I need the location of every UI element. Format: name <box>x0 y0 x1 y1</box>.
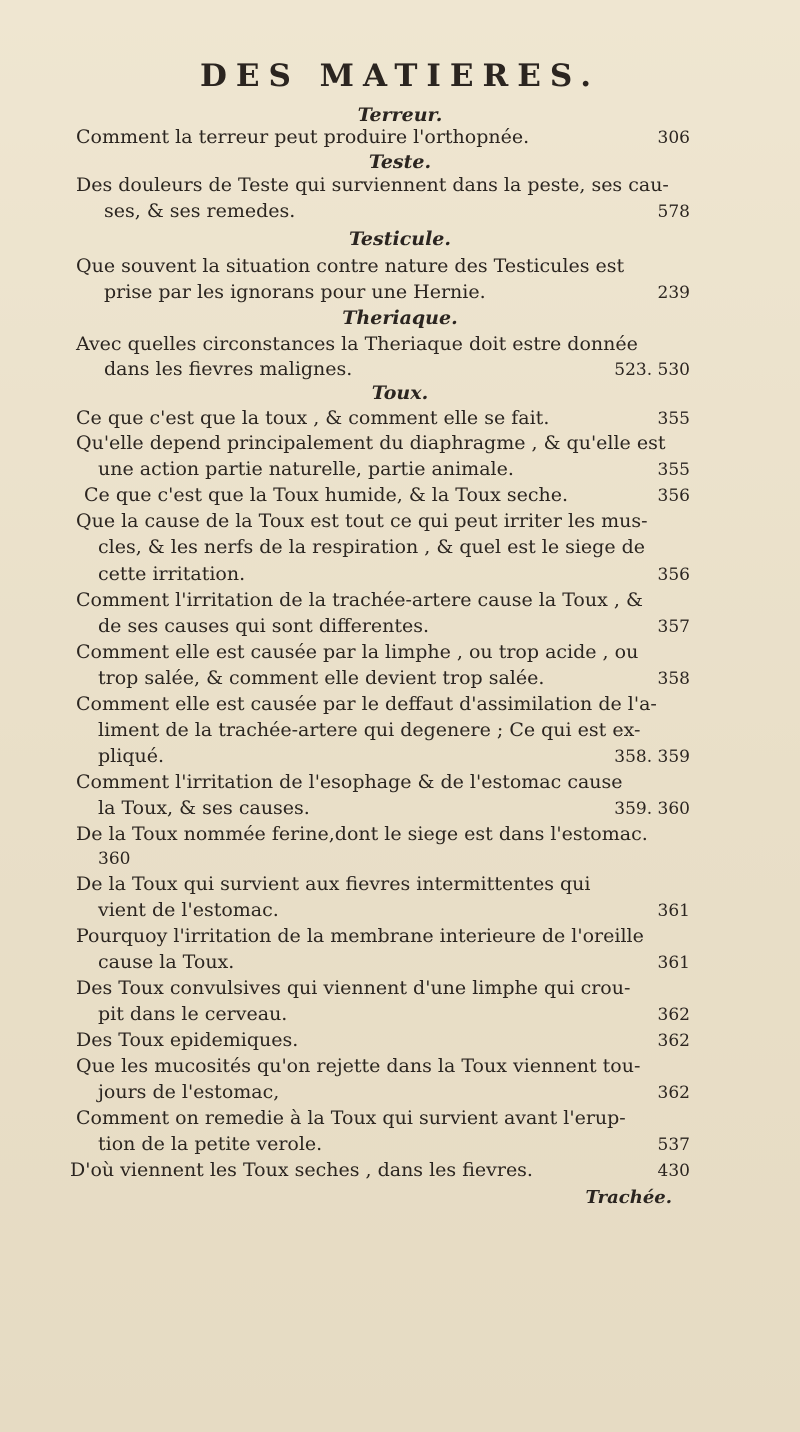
entry-line: ses, & ses remedes. <box>104 200 296 222</box>
entry-line: De la Toux nommée ferine,dont le siege est dans l'estomac. <box>76 823 648 845</box>
entry-line: cles, & les nerfs de la respiration , & quel est le siege de <box>98 536 646 558</box>
page-ref: 356 <box>657 565 690 585</box>
entry-line: Comment la terreur peut produire l'orthopnée. <box>76 126 530 148</box>
page-ref: 355 <box>657 460 690 480</box>
entry-line: Pourquoy l'irritation de la membrane interieure de l'oreille <box>76 925 644 947</box>
page-ref: 362 <box>657 1083 690 1103</box>
entry-line: D'où viennent les Toux seches , dans les fievres. <box>70 1159 533 1181</box>
entry-line: Qu'elle depend principalement du diaphragme , & qu'elle est <box>76 432 666 454</box>
section-heading: Testicule. <box>348 228 452 250</box>
entry-line: Comment elle est causée par le deffaut d'assimilation de l'a- <box>76 693 657 715</box>
catchword: Trachée. <box>585 1187 672 1208</box>
entry-line: Des Toux convulsives qui viennent d'une limphe qui crou- <box>76 977 631 999</box>
entry-line: la Toux, & ses causes. <box>98 797 310 819</box>
entry-line: Comment elle est causée par la limphe , ou trop acide , ou <box>76 641 639 663</box>
entry-line: Comment l'irritation de la trachée-artere cause la Toux , & <box>76 589 643 611</box>
page-ref: 362 <box>657 1005 690 1025</box>
entry-line: De la Toux qui survient aux fievres intermittentes qui <box>76 873 591 895</box>
entry-line: Comment on remedie à la Toux qui survient avant l'erup- <box>76 1107 626 1129</box>
running-header: DES MATIERES. <box>199 58 601 94</box>
entry-line: Que la cause de la Toux est tout ce qui peut irriter les mus- <box>76 510 648 532</box>
entry-line: jours de l'estomac, <box>98 1081 280 1103</box>
page-ref: 358 <box>657 669 690 689</box>
section-heading: Terreur. <box>357 104 443 126</box>
entry-line: dans les fievres malignes. <box>104 358 353 380</box>
section-heading: Theriaque. <box>342 307 458 329</box>
entry-line: cette irritation. <box>98 563 246 585</box>
entry-line: de ses causes qui sont differentes. <box>98 615 430 637</box>
entry-line: pit dans le cerveau. <box>98 1003 288 1025</box>
entry-line: tion de la petite verole. <box>98 1133 323 1155</box>
page-ref: 523. 530 <box>614 360 690 380</box>
section-heading: Toux. <box>371 382 429 404</box>
entry-line: 360 <box>98 849 131 869</box>
page-ref: 430 <box>657 1161 690 1181</box>
entry-line: Ce que c'est que la Toux humide, & la Toux seche. <box>84 484 569 506</box>
page-ref: 355 <box>657 409 690 429</box>
page-ref: 239 <box>657 283 690 303</box>
entry-line: pliqué. <box>98 745 164 767</box>
page-ref: 356 <box>657 486 690 506</box>
entry-line: trop salée, & comment elle devient trop salée. <box>98 667 545 689</box>
entry-line: liment de la trachée-artere qui degenere ; Ce qui est ex- <box>98 719 641 741</box>
page-ref: 357 <box>657 617 690 637</box>
page-ref: 361 <box>657 953 690 973</box>
entry-line: Des douleurs de Teste qui surviennent dans la peste, ses cau- <box>76 174 669 196</box>
entry-line: une action partie naturelle, partie animale. <box>98 458 514 480</box>
entry-line: Comment l'irritation de l'esophage & de l'estomac cause <box>76 771 623 793</box>
page-ref: 359. 360 <box>614 799 690 819</box>
entry-line: Avec quelles circonstances la Theriaque doit estre donnée <box>76 333 638 355</box>
entry-line: prise par les ignorans pour une Hernie. <box>104 281 486 303</box>
entry-line: Des Toux epidemiques. <box>76 1029 299 1051</box>
entry-line: vient de l'estomac. <box>98 899 279 921</box>
entry-line: Que les mucosités qu'on rejette dans la Toux viennent tou- <box>76 1055 641 1077</box>
section-heading: Teste. <box>368 151 432 173</box>
page-ref: 537 <box>657 1135 690 1155</box>
page-ref: 362 <box>657 1031 690 1051</box>
page-ref: 361 <box>657 901 690 921</box>
entry-line: Ce que c'est que la toux , & comment elle se fait. <box>76 407 550 429</box>
page-ref: 358. 359 <box>614 747 690 767</box>
entry-line: Que souvent la situation contre nature des Testicules est <box>76 255 625 277</box>
page-ref: 578 <box>657 202 690 222</box>
entry-line: cause la Toux. <box>98 951 235 973</box>
page-ref: 306 <box>657 128 690 148</box>
